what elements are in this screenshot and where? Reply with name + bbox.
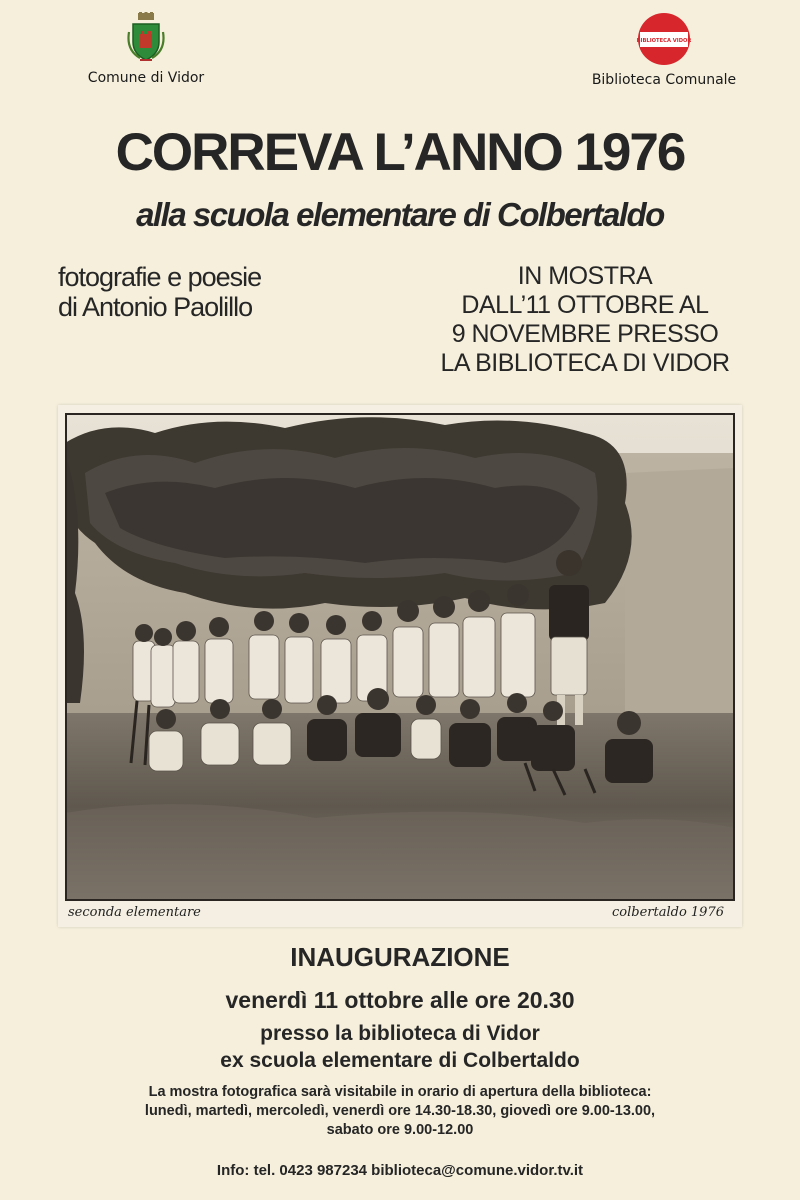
exhibition-line: 9 NOVEMBRE PRESSO bbox=[451, 320, 719, 348]
exhibition-line: DALL’11 OTTOBRE AL bbox=[461, 291, 709, 319]
exhibition-line: LA BIBLIOTECA DI VIDOR bbox=[440, 349, 730, 377]
opening-hours-line: La mostra fotografica sarà visitabile in orario di apertura della biblioteca: bbox=[148, 1084, 652, 1100]
exhibition-dates bbox=[410, 262, 760, 378]
page-subtitle: alla scuola elementare di Colbertaldo bbox=[136, 196, 664, 233]
page-title: CORREVA L’ANNO 1976 bbox=[115, 123, 685, 182]
class-photo-image bbox=[65, 413, 735, 901]
photo-caption-left: seconda elementare bbox=[68, 905, 201, 920]
opening-hours-line: sabato ore 9.00-12.00 bbox=[326, 1122, 474, 1138]
inauguration-place-line: presso la biblioteca di Vidor bbox=[260, 1022, 540, 1045]
library-logo-icon bbox=[637, 12, 691, 66]
comune-caption: Comune di Vidor bbox=[87, 70, 205, 86]
exhibition-line: IN MOSTRA bbox=[517, 262, 653, 290]
credits-line: fotografie e poesie bbox=[58, 262, 262, 292]
credits-line: di Antonio Paolillo bbox=[58, 292, 253, 322]
comune-logo bbox=[72, 12, 220, 86]
municipal-crest-icon bbox=[126, 12, 166, 64]
biblioteca-logo bbox=[578, 12, 750, 88]
inauguration-heading: INAUGURAZIONE bbox=[290, 942, 510, 972]
inauguration-date: venerdì 11 ottobre alle ore 20.30 bbox=[225, 987, 575, 1013]
inauguration-place bbox=[0, 1020, 800, 1074]
biblioteca-caption: Biblioteca Comunale bbox=[591, 72, 737, 88]
credits bbox=[58, 262, 358, 322]
library-logo-text: BIBLIOTECA VIDOR bbox=[637, 38, 691, 44]
inauguration-place-line: ex scuola elementare di Colbertaldo bbox=[220, 1049, 580, 1072]
opening-hours bbox=[0, 1083, 800, 1140]
opening-hours-line: lunedì, martedì, mercoledì, venerdì ore 14.30-18.30, giovedì ore 9.00-13.00, bbox=[144, 1103, 656, 1119]
class-photo bbox=[65, 413, 735, 901]
photo-caption-right: colbertaldo 1976 bbox=[612, 905, 724, 920]
class-photo-card bbox=[58, 405, 742, 927]
contact-info: Info: tel. 0423 987234 biblioteca@comune.vidor.tv.it bbox=[216, 1162, 584, 1179]
